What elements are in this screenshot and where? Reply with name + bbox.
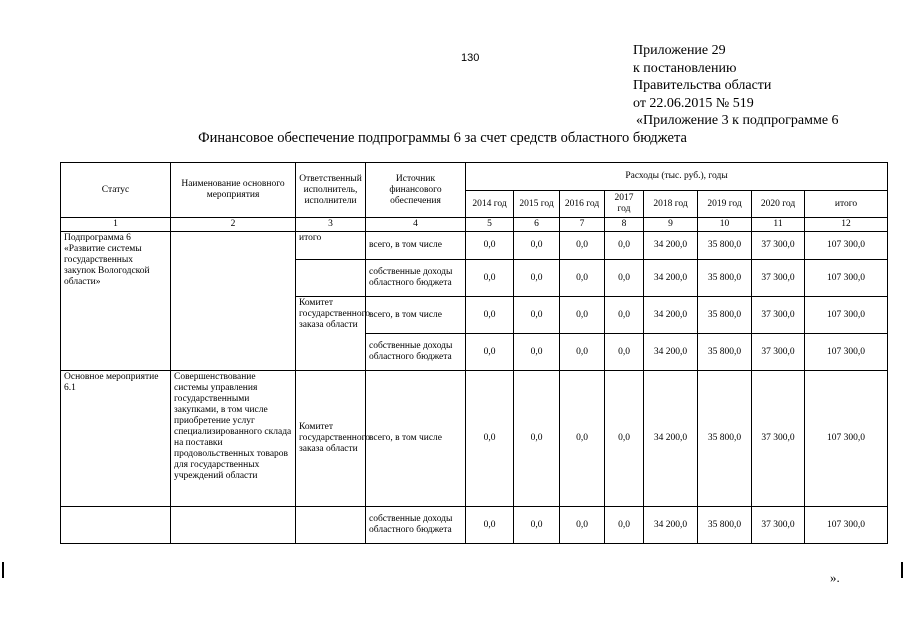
appendix-header [633, 42, 839, 130]
value-cell: 0,0 [605, 507, 644, 544]
value-cell: 107 300,0 [805, 371, 888, 507]
value-cell: 0,0 [466, 507, 514, 544]
value-cell: 37 300,0 [752, 297, 805, 334]
value-cell: 0,0 [560, 334, 605, 371]
appendix-line: «Приложение 3 к подпрограмме 6 [636, 113, 839, 128]
table-row [61, 371, 888, 507]
value-cell: 0,0 [466, 297, 514, 334]
source-cell: всего, в том числе [366, 297, 466, 334]
header-year: 2015 год [514, 191, 560, 218]
value-cell: 0,0 [514, 297, 560, 334]
header-year: 2016 год [560, 191, 605, 218]
table-row [61, 507, 888, 544]
header-expenses: Расходы (тыс. руб.), годы [466, 163, 888, 191]
value-cell: 0,0 [560, 297, 605, 334]
value-cell: 37 300,0 [752, 334, 805, 371]
source-cell: всего, в том числе [366, 232, 466, 260]
value-cell: 107 300,0 [805, 507, 888, 544]
header-source: Источник финансового обеспечения [366, 163, 466, 218]
value-cell: 0,0 [514, 371, 560, 507]
header-year: 2017 год [605, 191, 644, 218]
value-cell: 34 200,0 [644, 371, 698, 507]
col-number: 1 [61, 218, 171, 232]
value-cell: 0,0 [514, 232, 560, 260]
col-number: 2 [171, 218, 296, 232]
appendix-line: к постановлению [633, 60, 737, 76]
col-number: 8 [605, 218, 644, 232]
source-cell: собственные доходы областного бюджета [366, 334, 466, 371]
value-cell: 34 200,0 [644, 260, 698, 297]
value-cell: 37 300,0 [752, 260, 805, 297]
col-number: 9 [644, 218, 698, 232]
value-cell: 35 800,0 [698, 507, 752, 544]
col-number: 3 [296, 218, 366, 232]
executor-cell: итого [296, 232, 366, 260]
value-cell: 107 300,0 [805, 334, 888, 371]
column-numbers-row [61, 218, 888, 232]
value-cell: 0,0 [514, 260, 560, 297]
name-cell: Совершенствование системы управления государственными закупками, в том числе приобретение услуг специализированного склада на поставки продовольственных товаров для государственных учреждений области [171, 371, 296, 507]
value-cell: 0,0 [605, 297, 644, 334]
header-row [61, 163, 888, 191]
value-cell: 35 800,0 [698, 371, 752, 507]
source-cell: всего, в том числе [366, 371, 466, 507]
value-cell: 0,0 [605, 334, 644, 371]
closing-quote: ». [830, 570, 840, 585]
value-cell: 0,0 [466, 334, 514, 371]
value-cell: 0,0 [605, 232, 644, 260]
value-cell: 107 300,0 [805, 232, 888, 260]
value-cell: 0,0 [466, 232, 514, 260]
executor-cell: Комитет государственного заказа области [296, 297, 366, 371]
col-number: 12 [805, 218, 888, 232]
header-total: итого [805, 191, 888, 218]
col-number: 4 [366, 218, 466, 232]
value-cell: 0,0 [560, 371, 605, 507]
appendix-line: Правительства области [633, 78, 772, 93]
header-status: Статус [61, 163, 171, 218]
page-number: 130 [461, 52, 480, 64]
document-title [0, 130, 905, 147]
value-cell: 34 200,0 [644, 297, 698, 334]
value-cell: 35 800,0 [698, 232, 752, 260]
executor-cell [296, 260, 366, 297]
source-cell: собственные доходы областного бюджета [366, 260, 466, 297]
value-cell: 0,0 [466, 260, 514, 297]
executor-cell: Комитет государственного заказа области [296, 371, 366, 507]
value-cell: 0,0 [560, 260, 605, 297]
value-cell: 0,0 [605, 371, 644, 507]
value-cell: 0,0 [514, 334, 560, 371]
status-cell: Подпрограмма 6 «Развитие системы государственных закупок Вологодской области» [61, 232, 171, 371]
name-cell [171, 507, 296, 544]
value-cell: 0,0 [560, 232, 605, 260]
col-number: 7 [560, 218, 605, 232]
value-cell: 35 800,0 [698, 260, 752, 297]
col-number: 10 [698, 218, 752, 232]
value-cell: 107 300,0 [805, 260, 888, 297]
value-cell: 34 200,0 [644, 507, 698, 544]
header-executor: Ответственный исполнитель, исполнители [296, 163, 366, 218]
name-cell [171, 232, 296, 371]
value-cell: 0,0 [605, 260, 644, 297]
value-cell: 34 200,0 [644, 334, 698, 371]
status-cell [61, 507, 171, 544]
value-cell: 35 800,0 [698, 297, 752, 334]
header-year: 2018 год [644, 191, 698, 218]
value-cell: 37 300,0 [752, 371, 805, 507]
header-year: 2014 год [466, 191, 514, 218]
col-number: 11 [752, 218, 805, 232]
appendix-line: Приложение 29 [633, 43, 726, 58]
document-title-text: Финансовое обеспечение подпрограммы 6 за счет средств областного бюджета [198, 130, 687, 146]
value-cell: 37 300,0 [752, 507, 805, 544]
executor-cell [296, 507, 366, 544]
value-cell: 0,0 [466, 371, 514, 507]
value-cell: 34 200,0 [644, 232, 698, 260]
value-cell: 0,0 [560, 507, 605, 544]
scan-edge-mark [2, 562, 4, 578]
header-name: Наименование основного мероприятия [171, 163, 296, 218]
value-cell: 107 300,0 [805, 297, 888, 334]
value-cell: 0,0 [514, 507, 560, 544]
value-cell: 35 800,0 [698, 334, 752, 371]
header-year: 2019 год [698, 191, 752, 218]
appendix-line: от 22.06.2015 № 519 [633, 95, 754, 111]
col-number: 6 [514, 218, 560, 232]
table-row [61, 232, 888, 260]
source-cell: собственные доходы областного бюджета [366, 507, 466, 544]
financing-table [60, 162, 888, 544]
col-number: 5 [466, 218, 514, 232]
value-cell: 37 300,0 [752, 232, 805, 260]
scan-edge-mark [901, 562, 903, 578]
status-cell: Основное мероприятие 6.1 [61, 371, 171, 507]
header-year: 2020 год [752, 191, 805, 218]
